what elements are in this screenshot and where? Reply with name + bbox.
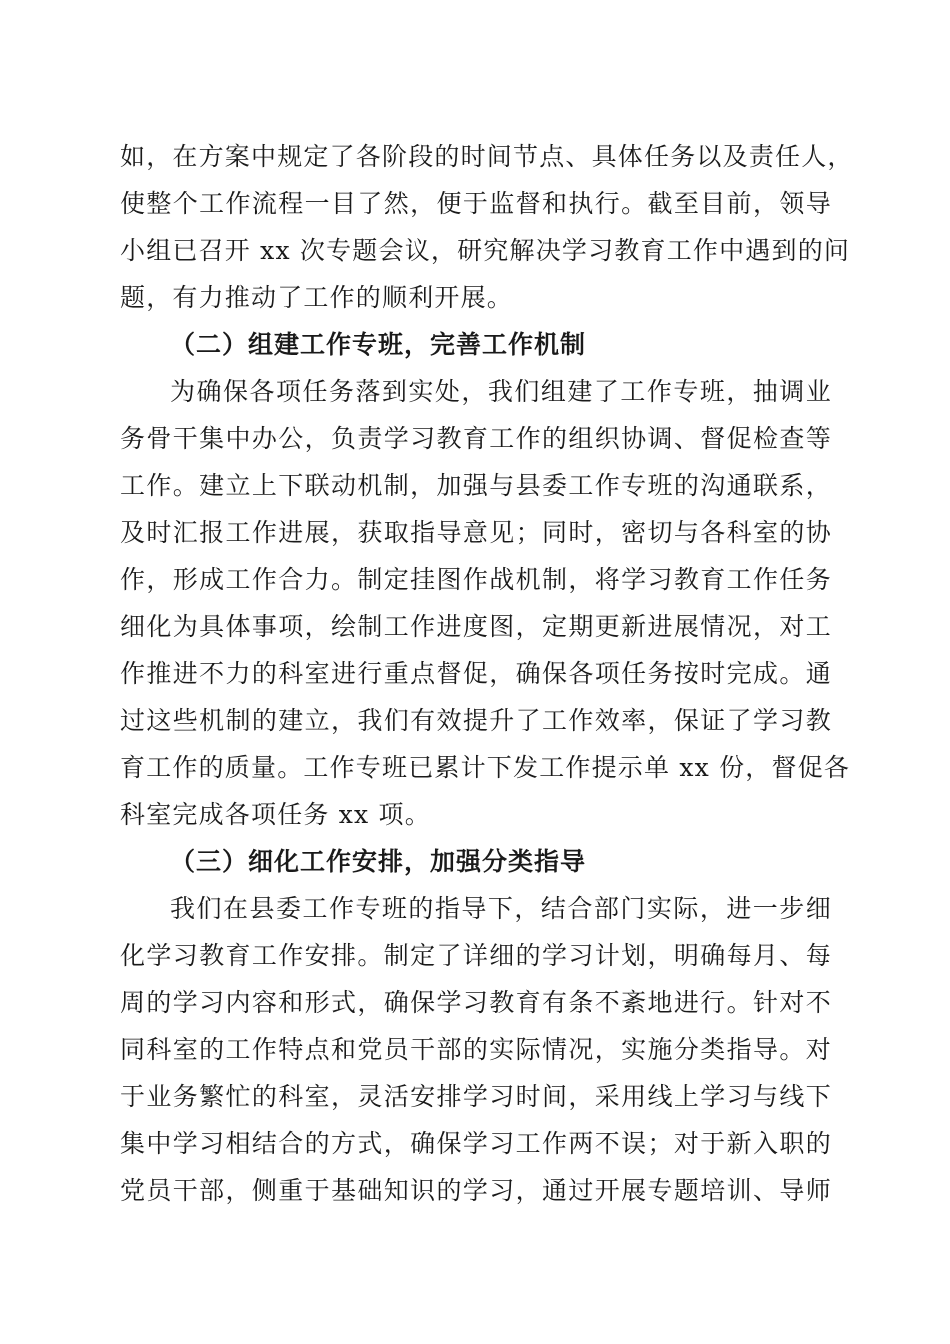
text-line: 如，在方案中规定了各阶段的时间节点、具体任务以及责任人， [120, 142, 854, 171]
paragraph-work-team [120, 368, 851, 838]
text-line: 细化为具体事项，绘制工作进度图，定期更新进展情况，对工 [120, 612, 832, 641]
text-line: 作推进不力的科室进行重点督促，确保各项任务按时完成。通 [120, 659, 832, 688]
text-line: 集中学习相结合的方式，确保学习工作两不误；对于新入职的 [120, 1129, 832, 1158]
text-line: 同科室的工作特点和党员干部的实际情况，实施分类指导。对 [120, 1035, 832, 1064]
text-line: 我们在县委工作专班的指导下，结合部门实际，进一步细 [170, 894, 832, 923]
document-body [120, 133, 854, 1214]
text-line: 育工作的质量。工作专班已累计下发工作提示单 xx 份，督促各 [120, 753, 851, 782]
paragraph-work-arrangement [120, 885, 832, 1214]
section-heading-3: （三）细化工作安排，加强分类指导 [170, 847, 587, 876]
text-line: 周的学习内容和形式，确保学习教育有条不紊地进行。针对不 [120, 988, 832, 1017]
text-line: 科室完成各项任务 xx 项。 [120, 800, 431, 829]
text-line: 工作。建立上下联动机制，加强与县委工作专班的沟通联系， [120, 471, 832, 500]
section-heading-2: （二）组建工作专班，完善工作机制 [170, 330, 587, 359]
text-line: 小组已召开 xx 次专题会议，研究解决学习教育工作中遇到的问 [120, 236, 851, 265]
text-line: 作，形成工作合力。制定挂图作战机制，将学习教育工作任务 [120, 565, 832, 594]
text-line: 及时汇报工作进展，获取指导意见；同时，密切与各科室的协 [120, 518, 832, 547]
text-line: 为确保各项任务落到实处，我们组建了工作专班，抽调业 [170, 377, 832, 406]
text-line: 化学习教育工作安排。制定了详细的学习计划，明确每月、每 [120, 941, 832, 970]
text-line: 过这些机制的建立，我们有效提升了工作效率，保证了学习教 [120, 706, 832, 735]
text-line: 题，有力推动了工作的顺利开展。 [120, 283, 514, 312]
text-line: 党员干部，侧重于基础知识的学习，通过开展专题培训、导师 [120, 1176, 832, 1205]
text-line: 使整个工作流程一目了然，便于监督和执行。截至目前，领导 [120, 189, 832, 218]
text-line: 于业务繁忙的科室，灵活安排学习时间，采用线上学习与线下 [120, 1082, 832, 1111]
paragraph-continuation [120, 133, 854, 321]
text-line: 务骨干集中办公，负责学习教育工作的组织协调、督促检查等 [120, 424, 832, 453]
